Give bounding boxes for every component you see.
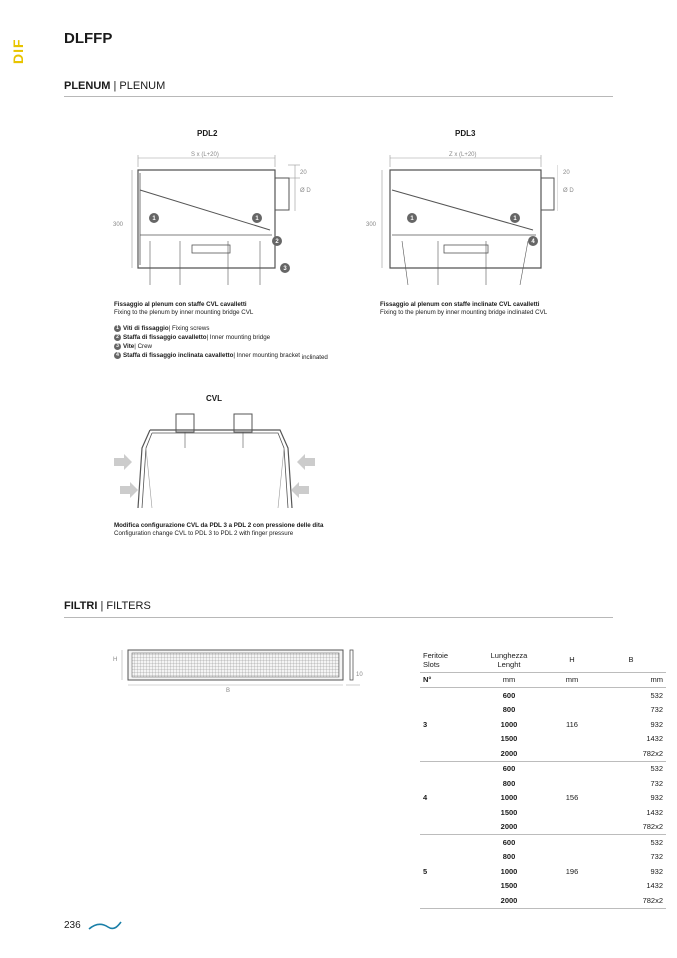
cell-length: 1000 <box>500 719 518 729</box>
filters-table-body <box>420 672 666 909</box>
filters-heading-bold: FILTRI <box>64 600 98 612</box>
pdl3-caption-it: Fissaggio al plenum con staffe inclinate CVL cavalletti <box>380 301 540 308</box>
cell-h: 116 <box>548 688 596 762</box>
legend-item <box>114 333 328 342</box>
pdl2-dim-top: S x (L+20) <box>191 152 219 158</box>
cell-length: 600 <box>470 761 548 776</box>
pdl3-dim-20: 20 <box>563 170 570 176</box>
pdl3-dim-top: Z x (L+20) <box>449 152 477 158</box>
number-badge-icon: 1 <box>114 325 121 332</box>
header-length <box>470 648 548 672</box>
svg-text:1: 1 <box>410 216 414 222</box>
cell-b: 932 <box>650 793 663 803</box>
cell-length: 800 <box>502 705 516 715</box>
cell-b: 932 <box>650 866 663 876</box>
unit-b: mm <box>596 672 666 688</box>
filters-heading-rest: | FILTERS <box>97 600 151 612</box>
pdl2-label: PDL2 <box>197 129 218 138</box>
table-row <box>420 835 666 850</box>
side-tab-label: DIF <box>10 38 26 64</box>
header-length-en: Lenght <box>497 659 521 669</box>
legend-item-en: | Inner mounting bracket <box>233 352 300 359</box>
legend-item-it: Staffa di fissaggio inclinata cavalletto <box>123 352 234 359</box>
filter-dim-h: H <box>113 657 118 663</box>
cell-length: 1000 <box>500 793 518 803</box>
side-tab <box>10 30 24 64</box>
unit-slots: N° <box>420 672 470 688</box>
table-header-row <box>420 648 666 672</box>
filter-dim-10: 10 <box>356 672 363 678</box>
svg-text:1: 1 <box>513 216 517 222</box>
cell-b: 532 <box>596 761 666 776</box>
cvl-caption-en: Configuration change CVL to PDL 3 to PDL 2 with finger pressure <box>114 530 294 537</box>
unit-h: mm <box>548 672 596 688</box>
cell-h: 156 <box>548 761 596 835</box>
cell-slots: 4 <box>420 761 470 835</box>
cell-length: 1500 <box>500 881 518 891</box>
cell-slots: 5 <box>420 835 470 909</box>
plenum-rule <box>64 96 613 97</box>
cell-b: 1432 <box>646 881 663 891</box>
legend-item-en: | Crew <box>134 343 153 350</box>
legend-item-it: Staffa di fissaggio cavalletto <box>123 334 207 341</box>
pdl3-caption <box>380 301 610 317</box>
units-row <box>420 672 666 688</box>
pdl3-dim-300: 300 <box>366 222 377 228</box>
header-slots-en: Slots <box>423 659 440 669</box>
cvl-drawing <box>112 408 317 518</box>
pdl3-dim-d: Ø D <box>563 188 574 194</box>
svg-text:1: 1 <box>255 216 259 222</box>
cell-b: 732 <box>650 705 663 715</box>
cell-b: 532 <box>596 835 666 850</box>
cvl-caption <box>114 522 374 538</box>
cell-b: 782x2 <box>642 895 663 905</box>
table-row <box>420 688 666 703</box>
header-length-it: Lunghezza <box>490 650 528 660</box>
pdl2-dim-300: 300 <box>113 222 124 228</box>
pdl2-dim-d: Ø D <box>300 188 311 194</box>
cell-b: 732 <box>650 852 663 862</box>
filter-dim-b: B <box>226 688 231 694</box>
cell-b: 1432 <box>646 734 663 744</box>
cell-length: 1500 <box>500 807 518 817</box>
filters-heading <box>64 600 151 612</box>
filters-rule <box>64 617 613 618</box>
cell-b: 532 <box>596 688 666 703</box>
filter-drawing <box>110 645 375 695</box>
cell-b: 932 <box>650 719 663 729</box>
legend-list <box>114 324 328 360</box>
cell-length: 1000 <box>500 866 518 876</box>
cell-slots: 3 <box>420 688 470 762</box>
plenum-heading-rest: | PLENUM <box>110 80 166 92</box>
svg-text:1: 1 <box>152 216 156 222</box>
number-badge-icon: 2 <box>114 334 121 341</box>
page-number: 236 <box>64 920 81 931</box>
legend-item <box>114 342 328 351</box>
number-badge-icon: 3 <box>114 343 121 350</box>
legend-item <box>114 324 328 333</box>
cell-length: 600 <box>470 835 548 850</box>
page-title: DLFFP <box>64 30 113 47</box>
svg-text:2: 2 <box>275 239 279 245</box>
header-slots <box>420 648 470 672</box>
legend-item-it: Viti di fissaggio <box>123 325 169 332</box>
legend-item-extra: inclinated <box>301 354 328 361</box>
cell-length: 800 <box>502 852 516 862</box>
cell-length: 800 <box>502 778 516 788</box>
pdl3-label: PDL3 <box>455 129 476 138</box>
legend-item-it: Vite <box>123 343 135 350</box>
cell-length: 2000 <box>500 822 518 832</box>
cell-b: 782x2 <box>642 822 663 832</box>
cvl-label: CVL <box>206 394 222 403</box>
unit-length: mm <box>470 672 548 688</box>
table-end-rule <box>420 908 666 909</box>
plenum-heading-bold: PLENUM <box>64 80 111 92</box>
pdl2-caption-en: Fixing to the plenum by inner mounting bridge CVL <box>114 309 254 316</box>
cell-h: 196 <box>548 835 596 909</box>
pdl3-drawing <box>368 145 558 295</box>
wave-logo-icon <box>88 920 122 932</box>
svg-text:4: 4 <box>531 239 535 245</box>
cell-b: 1432 <box>646 807 663 817</box>
header-slots-it: Feritoie <box>423 650 449 660</box>
pdl2-caption-it: Fissaggio al plenum con staffe CVL cavalletti <box>114 301 247 308</box>
cell-b: 732 <box>650 778 663 788</box>
cell-length: 2000 <box>500 748 518 758</box>
header-h: H <box>569 655 575 665</box>
legend-item-en: | Inner mounting bridge <box>206 334 271 341</box>
table-row <box>420 761 666 776</box>
pdl2-drawing <box>110 145 300 295</box>
legend-item-en: | Fixing screws <box>168 325 210 332</box>
cell-b: 782x2 <box>642 748 663 758</box>
number-badge-icon: 4 <box>114 352 121 359</box>
pdl2-dim-20: 20 <box>300 170 307 176</box>
cell-length: 1500 <box>500 734 518 744</box>
pdl2-caption <box>114 301 354 317</box>
pdl3-caption-en: Fixing to the plenum by inner mounting bridge inclinated CVL <box>380 309 548 316</box>
cell-length: 2000 <box>500 895 518 905</box>
filters-table <box>420 648 666 909</box>
legend-item <box>114 351 328 360</box>
header-b: B <box>628 655 634 665</box>
cell-length: 600 <box>470 688 548 703</box>
svg-text:3: 3 <box>283 266 287 272</box>
plenum-heading <box>64 80 165 92</box>
cvl-caption-it: Modifica configurazione CVL da PDL 3 a PDL 2 con pressione delle dita <box>114 522 324 529</box>
